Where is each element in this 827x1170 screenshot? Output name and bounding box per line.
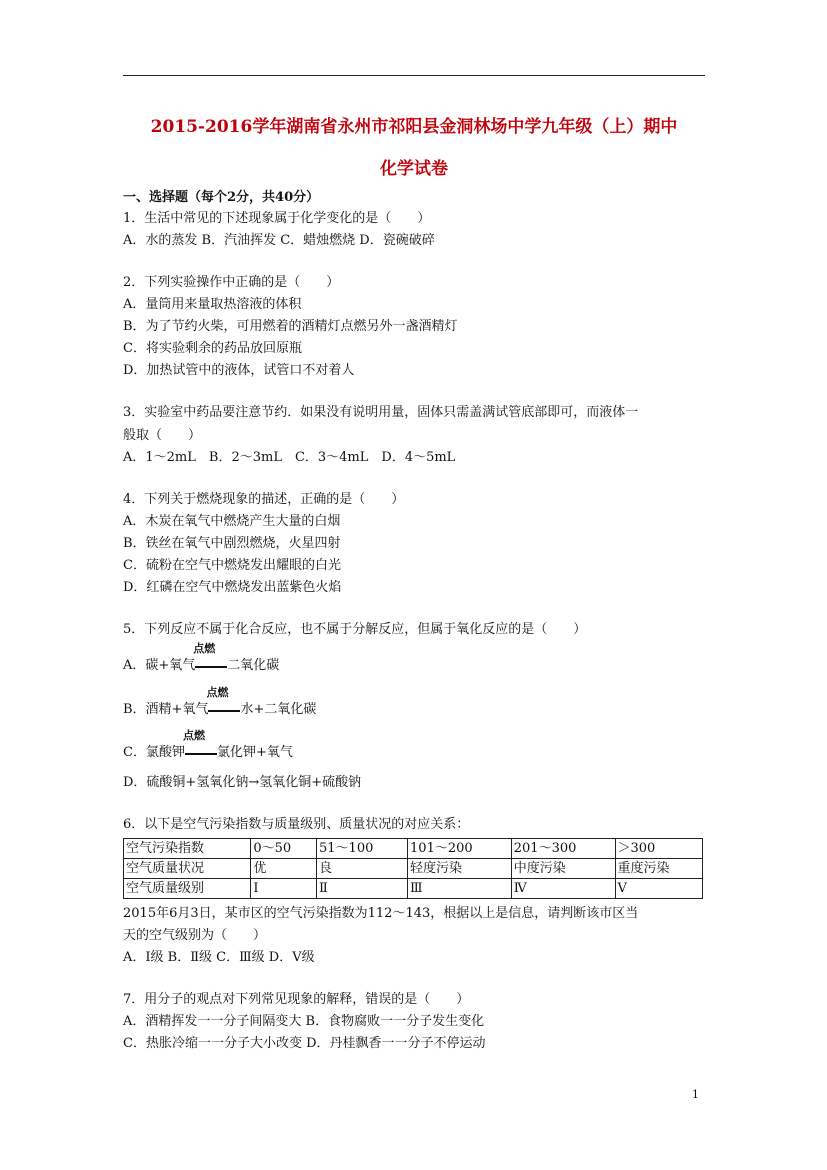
section-heading: 一、选择题（每个2分，共40分）	[123, 190, 320, 205]
table-cell: 空气质量状况	[124, 859, 251, 879]
table-cell: Ⅴ	[615, 879, 703, 899]
q5-stem: 5．下列反应不属于化合反应，也不属于分解反应，但属于氧化反应的是（ ）	[123, 622, 587, 637]
reaction-condition: 点燃	[182, 729, 205, 742]
q5-a-reactants: A．碳+氧气	[123, 658, 196, 673]
table-cell: Ⅱ	[317, 879, 408, 899]
table-cell: 良	[317, 859, 408, 879]
reaction-arrow	[182, 729, 217, 762]
q4-option-a: A．木炭在氧气中燃烧产生大量的白烟	[123, 514, 341, 529]
reaction-arrow	[193, 642, 227, 675]
reaction-condition: 点燃	[206, 686, 229, 699]
q7-options-cd: C．热胀冷缩一一分子大小改变 D．丹桂飘香一一分子不停运动	[123, 1036, 486, 1051]
q2-stem: 2．下列实验操作中正确的是（ ）	[123, 275, 340, 290]
q5-option-c	[123, 729, 293, 762]
q4-option-b: B．铁丝在氧气中剧烈燃烧，火星四射	[123, 536, 341, 551]
table-cell: 空气污染指数	[124, 839, 251, 859]
exam-title-line1: 2015-2016学年湖南省永州市祁阳县金洞林场中学九年级（上）期中	[150, 117, 678, 137]
q6-stem: 6．以下是空气污染指数与质量级别、质量状况的对应关系：	[123, 817, 470, 832]
q1-options: A．水的蒸发 B．汽油挥发 C．蜡烛燃烧 D．瓷碗破碎	[123, 233, 435, 248]
q5-option-d: D．硫酸铜+氢氧化钠→氢氧化铜+硫酸钠	[123, 775, 362, 790]
table-cell: Ⅰ	[251, 879, 317, 899]
q4-option-d: D．红磷在空气中燃烧发出蓝紫色火焰	[123, 580, 342, 595]
q5-option-b	[123, 686, 317, 719]
q6-text-line1: 2015年6月3日，某市区的空气污染指数为112～143，根据以上是信息，请判断该市区当	[123, 906, 639, 921]
q5-option-a	[123, 642, 280, 675]
reaction-arrow	[206, 686, 240, 719]
q5-b-reactants: B．酒精+氧气	[123, 702, 209, 717]
q3-options: A．1～2mL B．2～3mL C．3～4mL D．4～5mL	[123, 450, 456, 465]
header-rule	[123, 75, 705, 76]
q3-stem-line2: 般取（ ）	[123, 428, 202, 443]
q2-option-a: A．量筒用来量取热溶液的体积	[123, 297, 302, 312]
q5-c-products: 氯化钾+氧气	[216, 745, 293, 760]
arrow-bar	[208, 710, 240, 712]
exam-title-line2: 化学试卷	[380, 159, 448, 179]
arrow-bar	[195, 666, 227, 668]
air-quality-table	[123, 838, 703, 899]
q5-a-products: 二氧化碳	[227, 658, 280, 673]
table-cell: 优	[251, 859, 317, 879]
q4-stem: 4．下列关于燃烧现象的描述，正确的是（ ）	[123, 492, 405, 507]
table-cell: 51～100	[317, 839, 408, 859]
table-row	[124, 879, 703, 899]
q7-stem: 7．用分子的观点对下列常见现象的解释，错误的是（ ）	[123, 992, 470, 1007]
q7-options-ab: A．酒精挥发一一分子间隔变大 B．食物腐败一一分子发生变化	[123, 1014, 485, 1029]
q1-stem: 1．生活中常见的下述现象属于化学变化的是（ ）	[123, 211, 431, 226]
table-cell: 101～200	[408, 839, 512, 859]
arrow-bar	[185, 753, 217, 755]
q2-option-d: D．加热试管中的液体，试管口不对着人	[123, 363, 355, 378]
table-cell: 轻度污染	[408, 859, 512, 879]
table-cell: 0～50	[251, 839, 317, 859]
table-cell: 空气质量级别	[124, 879, 251, 899]
table-cell: 201～300	[511, 839, 615, 859]
q6-options: A．Ⅰ级 B．Ⅱ级 C．Ⅲ级 D．Ⅴ级	[123, 950, 315, 965]
table-cell: ＞300	[615, 839, 703, 859]
q2-option-b: B．为了节约火柴，可用燃着的酒精灯点燃另外一盏酒精灯	[123, 319, 458, 334]
table-cell: 重度污染	[615, 859, 703, 879]
reaction-condition: 点燃	[193, 642, 216, 655]
q5-b-products: 水+二氧化碳	[240, 702, 317, 717]
q3-stem-line1: 3．实验室中药品要注意节约．如果没有说明用量，固体只需盖满试管底部即可，而液体一	[123, 405, 639, 420]
q5-c-reactants: C．氯酸钾	[123, 745, 185, 760]
page-number: 1	[692, 1088, 699, 1101]
table-row	[124, 859, 703, 879]
q4-option-c: C．硫粉在空气中燃烧发出耀眼的白光	[123, 558, 341, 573]
table-cell: Ⅲ	[408, 879, 512, 899]
table-row	[124, 839, 703, 859]
table-cell: Ⅳ	[511, 879, 615, 899]
q2-option-c: C．将实验剩余的药品放回原瓶	[123, 341, 302, 356]
q6-text-line2: 天的空气级别为（ ）	[123, 928, 267, 943]
table-cell: 中度污染	[511, 859, 615, 879]
